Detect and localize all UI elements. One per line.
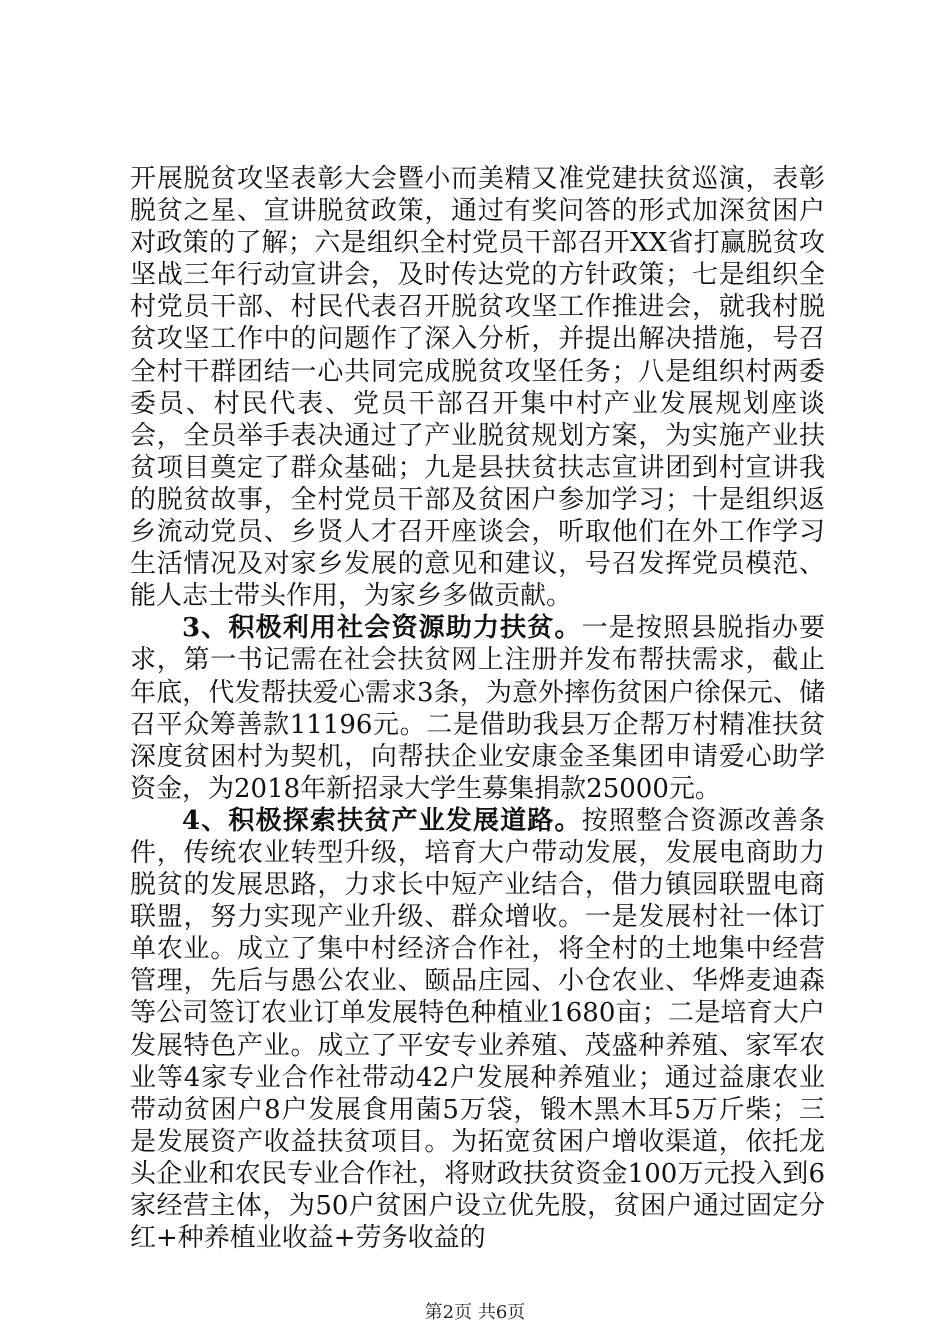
paragraph-2-text: 一是按照县脱指办要求，第一书记需在社会扶贫网上注册并发布帮扶需求，截止年底，代发帮扶爱心需求3条，为意外摔伤贫困户徐保元、储召平众筹善款11196元。二是借助我县万企帮万村精准扶贫深度贫困村为契机，向帮扶企业安康金圣集团申请爱心助学资金，为2018年新招录大学生募集捐款25000元。 xyxy=(130,613,825,804)
paragraph-3 xyxy=(130,805,825,1254)
paragraph-2-heading: 3、积极利用社会资源助力扶贫。 xyxy=(182,613,582,644)
paragraph-1-text: 开展脱贫攻坚表彰大会暨小而美精又准党建扶贫巡演，表彰脱贫之星、宣讲脱贫政策，通过有奖问答的形式加深贫困户对政策的了解；六是组织全村党员干部召开XX省打赢脱贫攻坚战三年行动宣讲会，及时传达党的方针政策；七是组织全村党员干部、村民代表召开脱贫攻坚工作推进会，就我村脱贫攻坚工作中的问题作了深入分析，并提出解决措施，号召全村干群团结一心共同完成脱贫攻坚任务；八是组织村两委委员、村民代表、党员干部召开集中村产业发展规划座谈会，全员举手表决通过了产业脱贫规划方案，为实施产业扶贫项目奠定了群众基础；九是县扶贫扶志宣讲团到村宣讲我的脱贫故事，全村党员干部及贫困户参加学习；十是组织返乡流动党员、乡贤人才召开座谈会，听取他们在外工作学习生活情况及对家乡发展的意见和建议，号召发挥党员模范、能人志士带头作用，为家乡多做贡献。 xyxy=(130,164,825,612)
paragraph-3-text: 按照整合资源改善条件，传统农业转型升级，培育大户带动发展，发展电商助力脱贫的发展思路，力求长中短产业结合，借力镇园联盟电商联盟，努力实现产业升级、群众增收。一是发展村社一体订单农业。成立了集中村经济合作社，将全村的土地集中经营管理，先后与愚公农业、颐品庄园、小仓农业、华烨麦迪森等公司签订农业订单发展特色种植业1680亩；二是培育大户发展特色产业。成立了平安专业养殖、茂盛种养殖、家军农业等4家专业合作社带动42户发展种养殖业；通过益康农业带动贫困户8户发展食用菌5万袋，锻木黑木耳5万斤柴；三是发展资产收益扶贫项目。为拓宽贫困户增收渠道，依托龙头企业和农民专业合作社，将财政扶贫资金100万元投入到6家经营主体，为50户贫困户设立优先股，贫困户通过固定分红+种养植业收益+劳务收益的 xyxy=(130,805,825,1254)
page-number-footer: 第2页 共6页 xyxy=(424,1302,526,1323)
paragraph-3-heading: 4、积极探索扶贫产业发展道路。 xyxy=(182,805,582,836)
document-body xyxy=(130,163,825,1254)
paragraph-1 xyxy=(130,163,825,612)
paragraph-2 xyxy=(130,612,825,805)
